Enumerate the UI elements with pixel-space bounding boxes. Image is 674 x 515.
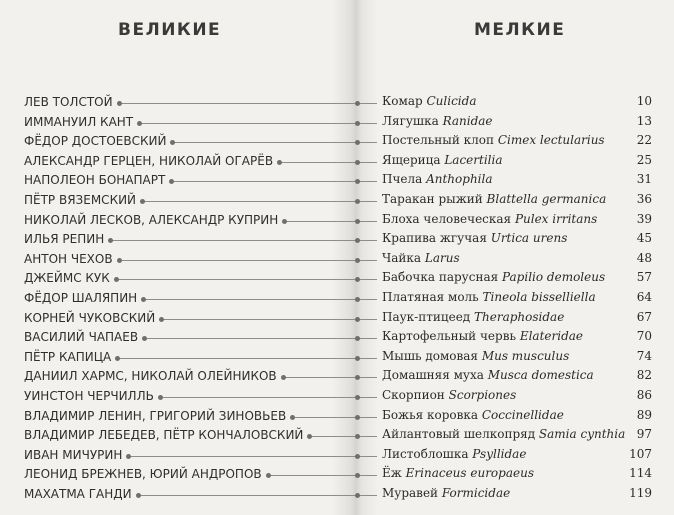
latin-name: Mus musculus (481, 348, 570, 363)
species-name: Таракан рыжий Blattella germanica (382, 192, 607, 206)
list-row (0, 114, 674, 133)
connector-dot-right (355, 415, 360, 420)
list-row (0, 408, 674, 427)
connector-dot-right (355, 356, 360, 361)
connector-dot-right (355, 434, 360, 439)
latin-name: Cimex lectularius (497, 133, 605, 148)
list-row (0, 368, 674, 387)
person-name: НАПОЛЕОН БОНАПАРТ (24, 173, 166, 188)
connector-line (284, 221, 377, 222)
connector-dot-left (307, 434, 312, 439)
connector-line (116, 279, 377, 280)
species-name: Паук-птицеед Theraphosidae (382, 309, 565, 324)
list-row (0, 388, 674, 407)
page-number: 57 (636, 270, 652, 285)
person-name: ВАСИЛИЙ ЧАПАЕВ (24, 330, 139, 345)
list-row (0, 251, 674, 270)
connector-dot-left (137, 121, 142, 126)
latin-name: Samia cynthia (538, 427, 626, 442)
page-number: 22 (636, 133, 652, 148)
connector-dot-right (355, 121, 360, 126)
connector-line (279, 162, 377, 163)
connector-dot-right (355, 317, 360, 322)
connector-line (172, 142, 377, 143)
connector-dot-right (355, 179, 360, 184)
species-name: Домашняя муха Musca domestica (382, 368, 594, 383)
connector-dot-left (136, 493, 141, 498)
page-number: 74 (636, 348, 652, 363)
list-row (0, 290, 674, 309)
connector-line (119, 260, 377, 261)
connector-line (110, 240, 377, 241)
page-number: 107 (629, 446, 652, 461)
page-number: 39 (636, 211, 652, 226)
connector-line (142, 201, 377, 202)
connector-line (292, 417, 377, 418)
page-number: 89 (636, 407, 652, 422)
page-number: 82 (636, 368, 652, 383)
connector-dot-right (355, 473, 360, 478)
person-name: УИНСТОН ЧЕРЧИЛЛЬ (24, 389, 154, 403)
latin-name: Tineola bisselliella (482, 290, 596, 304)
connector-line (171, 181, 377, 182)
species-name: Ёж Erinaceus europaeus (382, 466, 534, 481)
connector-line (268, 475, 377, 476)
page-number: 114 (629, 466, 652, 481)
connector-dot-right (355, 219, 360, 224)
connector-dot-right (355, 395, 360, 400)
species-name: Пчела Anthophila (382, 172, 493, 187)
species-name: Лягушка Ranidae (382, 113, 493, 128)
person-name: ДЖЕЙМС КУК (24, 271, 110, 286)
latin-name: Lacertilia (444, 152, 503, 167)
species-name: Айлантовый шелкопряд Samia cynthia (382, 427, 626, 442)
species-name: Платяная моль Tineola bisselliella (382, 290, 596, 304)
latin-name: Coccinellidae (481, 407, 564, 422)
latin-name: Culicida (426, 94, 477, 108)
page-number: 36 (636, 192, 652, 206)
latin-name: Musca domestica (487, 368, 594, 383)
connector-line (143, 299, 377, 300)
person-name: ПЁТР КАПИЦА (24, 349, 112, 364)
person-name: ЛЕОНИД БРЕЖНЕВ, ЮРИЙ АНДРОПОВ (24, 467, 262, 482)
connector-dot-right (355, 336, 360, 341)
page-number: 45 (636, 231, 652, 246)
species-name: Скорпион Scorpiones (382, 388, 517, 402)
species-name: Комар Culicida (382, 94, 477, 108)
person-name: ЛЕВ ТОЛСТОЙ (24, 95, 113, 109)
latin-name: Pulex irritans (514, 211, 598, 226)
connector-line (139, 123, 377, 124)
page-number: 70 (636, 329, 652, 344)
person-name: МАХАТМА ГАНДИ (24, 487, 132, 501)
page-number: 86 (636, 388, 652, 402)
latin-name: Psyllidae (472, 446, 527, 461)
connector-line (144, 338, 377, 339)
connector-dot-right (355, 160, 360, 165)
person-name: ПЁТР ВЯЗЕМСКИЙ (24, 193, 137, 207)
connector-dot-right (355, 199, 360, 204)
person-name: ВЛАДИМИР ЛЕНИН, ГРИГОРИЙ ЗИНОВЬЕВ (24, 408, 287, 423)
species-name: Чайка Larus (382, 250, 460, 265)
connector-line (160, 397, 377, 398)
list-row (0, 153, 674, 172)
list-row (0, 447, 674, 466)
page-number: 97 (636, 427, 652, 442)
species-name: Листоблошка Psyllidae (382, 446, 527, 461)
latin-name: Larus (424, 250, 460, 265)
latin-name: Theraphosidae (474, 309, 565, 324)
page-number: 64 (636, 290, 652, 304)
connector-dot-right (355, 277, 360, 282)
page-number: 67 (636, 309, 652, 324)
species-name: Муравей Formicidae (382, 486, 511, 500)
list-row (0, 270, 674, 289)
connector-line (138, 495, 377, 496)
connector-dot-left (114, 277, 119, 282)
connector-dot-right (355, 297, 360, 302)
connector-dot-left (169, 179, 174, 184)
connector-dot-left (290, 415, 295, 420)
list-row (0, 310, 674, 329)
connector-dot-left (115, 356, 120, 361)
list-row (0, 466, 674, 485)
person-name: ИММАНУИЛ КАНТ (24, 114, 134, 129)
connector-line (119, 103, 377, 104)
connector-dot-left (117, 258, 122, 263)
page-number: 13 (636, 113, 652, 128)
connector-dot-left (281, 375, 286, 380)
heading-small: МЕЛКИЕ (474, 20, 566, 40)
latin-name: Anthophila (426, 172, 493, 187)
connector-dot-right (355, 454, 360, 459)
connector-dot-left (158, 395, 163, 400)
connector-dot-left (140, 199, 145, 204)
list-row (0, 486, 674, 505)
species-name: Блоха человеческая Pulex irritans (382, 211, 598, 226)
page-number: 48 (636, 250, 652, 265)
connector-dot-right (355, 375, 360, 380)
species-name: Постельный клоп Cimex lectularius (382, 133, 605, 148)
page-number: 10 (636, 94, 652, 108)
person-name: ДАНИИЛ ХАРМС, НИКОЛАЙ ОЛЕЙНИКОВ (24, 369, 277, 384)
person-name: ИВАН МИЧУРИН (24, 447, 123, 462)
latin-name: Erinaceus europaeus (405, 466, 534, 481)
person-name: АНТОН ЧЕХОВ (24, 251, 113, 266)
connector-dot-left (277, 160, 282, 165)
list-row (0, 94, 674, 113)
connector-dot-left (108, 238, 113, 243)
list-row (0, 231, 674, 250)
person-name: АЛЕКСАНДР ГЕРЦЕН, НИКОЛАЙ ОГАРЁВ (24, 153, 274, 168)
list-row (0, 212, 674, 231)
latin-name: Ranidae (442, 113, 493, 128)
connector-dot-left (159, 317, 164, 322)
page-number: 25 (636, 152, 652, 167)
list-row (0, 349, 674, 368)
list-row (0, 192, 674, 211)
page-number: 31 (636, 172, 652, 187)
heading-great: ВЕЛИКИЕ (118, 20, 222, 40)
person-name: КОРНЕЙ ЧУКОВСКИЙ (24, 310, 156, 325)
person-name: НИКОЛАЙ ЛЕСКОВ, АЛЕКСАНДР КУПРИН (24, 212, 279, 227)
connector-line (117, 358, 377, 359)
connector-dot-left (170, 140, 175, 145)
latin-name: Papilio demoleus (501, 270, 606, 285)
species-name: Бабочка парусная Papilio demoleus (382, 270, 606, 285)
list-row (0, 427, 674, 446)
person-name: ФЁДОР ДОСТОЕВСКИЙ (24, 134, 167, 149)
connector-dot-left (117, 101, 122, 106)
species-name: Крапива жгучая Urtica urens (382, 231, 568, 246)
list-row (0, 329, 674, 348)
list-row (0, 172, 674, 191)
person-name: ФЁДОР ШАЛЯПИН (24, 291, 138, 305)
species-name: Божья коровка Coccinellidae (382, 407, 564, 422)
species-name: Мышь домовая Mus musculus (382, 348, 570, 363)
connector-dot-right (355, 101, 360, 106)
list-row (0, 133, 674, 152)
connector-dot-left (126, 454, 131, 459)
connector-dot-left (141, 297, 146, 302)
person-name: ВЛАДИМИР ЛЕБЕДЕВ, ПЁТР КОНЧАЛОВСКИЙ (24, 428, 304, 443)
connector-dot-right (355, 238, 360, 243)
latin-name: Scorpiones (448, 388, 517, 402)
latin-name: Blattella germanica (486, 192, 607, 206)
latin-name: Elateridae (519, 329, 584, 344)
connector-dot-left (266, 473, 271, 478)
species-name: Картофельный червь Elateridae (382, 329, 584, 344)
connector-line (128, 456, 377, 457)
connector-line (283, 377, 377, 378)
connector-dot-right (355, 258, 360, 263)
page-number: 119 (629, 486, 652, 500)
latin-name: Formicidae (441, 486, 511, 500)
latin-name: Urtica urens (490, 231, 568, 246)
connector-line (161, 319, 377, 320)
connector-dot-right (355, 493, 360, 498)
connector-dot-right (355, 140, 360, 145)
person-name: ИЛЬЯ РЕПИН (24, 232, 105, 247)
species-name: Ящерица Lacertilia (382, 152, 503, 167)
connector-dot-left (142, 336, 147, 341)
connector-line (309, 436, 377, 437)
connector-dot-left (282, 219, 287, 224)
